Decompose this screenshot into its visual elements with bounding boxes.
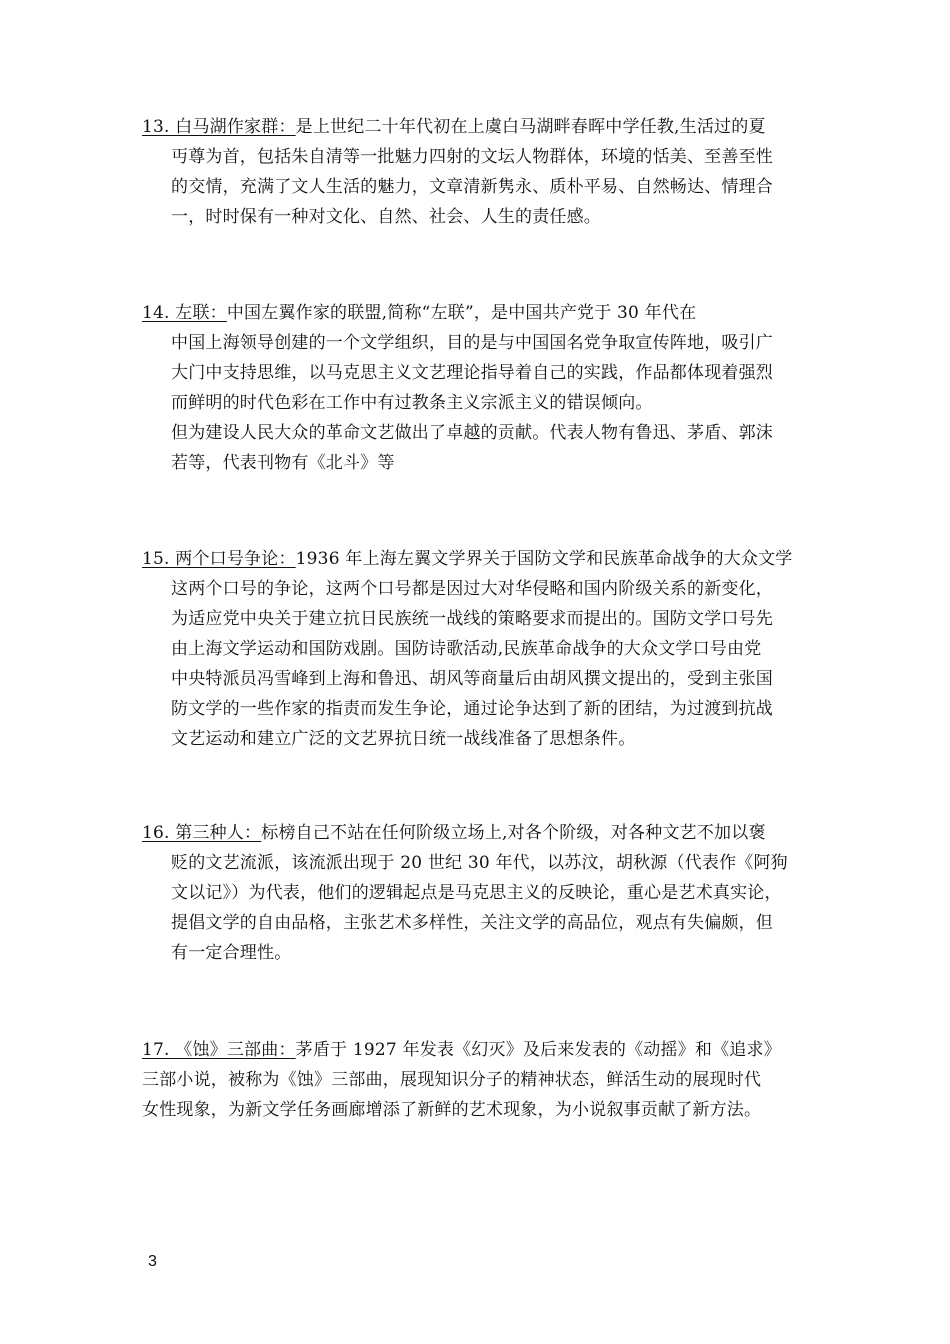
entry-14 (142, 298, 862, 478)
entry-text: 中国左翼作家的联盟,简称“左联”，是中国共产党于 30 年代在 (226, 303, 697, 323)
entry-text: 茅盾于 1927 年发表《幻灭》及后来发表的《动摇》和《追求》 (295, 1040, 781, 1060)
entry-first-line (142, 818, 862, 848)
entry-first-line (142, 112, 862, 142)
entry-line: 而鲜明的时代色彩在工作中有过教条主义宗派主义的错误倾向。 (171, 393, 653, 413)
entry-17 (142, 1035, 862, 1125)
entry-term: 16. 第三种人： (142, 823, 262, 843)
entry-line: 这两个口号的争论，这两个口号都是因过大对华侵略和国内阶级关系的新变化， (171, 579, 773, 599)
entry-line: 若等，代表刊物有《北斗》等 (171, 453, 395, 473)
entry-line: 中央特派员冯雪峰到上海和鲁迅、胡风等商量后由胡风撰文提出的，受到主张国 (171, 669, 773, 689)
entry-text: 是上世纪二十年代初在上虞白马湖畔春晖中学任教,生活过的夏 (295, 117, 766, 137)
entry-line: 女性现象，为新文学任务画廊增添了新鲜的艺术现象，为小说叙事贡献了新方法。 (142, 1100, 762, 1120)
entry-term: 15. 两个口号争论： (142, 549, 296, 569)
entry-16 (142, 818, 862, 968)
entry-line: 丏尊为首，包括朱自清等一批魅力四射的文坛人物群体，环境的恬美、至善至性 (171, 147, 773, 167)
entry-line: 贬的文艺流派，该流派出现于 20 世纪 30 年代，以苏汶，胡秋源（代表作《阿狗 (171, 853, 788, 873)
entry-15 (142, 544, 862, 754)
entry-line: 但为建设人民大众的革命文艺做出了卓越的贡献。代表人物有鲁迅、茅盾、郭沫 (171, 423, 773, 443)
entry-first-line (142, 298, 862, 328)
entry-term: 14. 左联： (142, 303, 227, 323)
entry-line: 三部小说，被称为《蚀》三部曲，展现知识分子的精神状态，鲜活生动的展现时代 (142, 1070, 762, 1090)
entry-term: 13. 白马湖作家群： (142, 117, 296, 137)
entry-line: 防文学的一些作家的指责而发生争论，通过论争达到了新的团结，为过渡到抗战 (171, 699, 773, 719)
entry-line: 中国上海领导创建的一个文学组织，目的是与中国国名党争取宣传阵地，吸引广 (171, 333, 773, 353)
entry-line: 为适应党中央关于建立抗日民族统一战线的策略要求而提出的。国防文学口号先 (171, 609, 773, 629)
entry-line: 由上海文学运动和国防戏剧。国防诗歌活动,民族革命战争的大众文学口号由党 (171, 639, 762, 659)
entry-13 (142, 112, 862, 232)
entry-line: 大门中支持思维，以马克思主义文艺理论指导着自己的实践，作品都体现着强烈 (171, 363, 773, 383)
entry-line: 有一定合理性。 (171, 943, 292, 963)
entry-line: 文以记》）为代表，他们的逻辑起点是马克思主义的反映论，重心是艺术真实论， (171, 883, 782, 903)
entry-line: 文艺运动和建立广泛的文艺界抗日统一战线准备了思想条件。 (171, 729, 636, 749)
entry-text: 标榜自己不站在任何阶级立场上,对各个阶级，对各种文艺不加以褒 (261, 823, 766, 843)
entry-term: 17. 《蚀》三部曲： (142, 1040, 296, 1060)
entry-line: 提倡文学的自由品格，主张艺术多样性，关注文学的高品位，观点有失偏颇，但 (171, 913, 773, 933)
entry-text: 1936 年上海左翼文学界关于国防文学和民族革命战争的大众文学 (295, 549, 793, 569)
entry-first-line (142, 544, 862, 574)
entry-first-line (142, 1035, 862, 1065)
entry-line: 一，时时保有一种对文化、自然、社会、人生的责任感。 (171, 207, 601, 227)
entry-line: 的交情，充满了文人生活的魅力，文章清新隽永、质朴平易、自然畅达、情理合 (171, 177, 773, 197)
page-number: 3 (148, 1253, 157, 1270)
